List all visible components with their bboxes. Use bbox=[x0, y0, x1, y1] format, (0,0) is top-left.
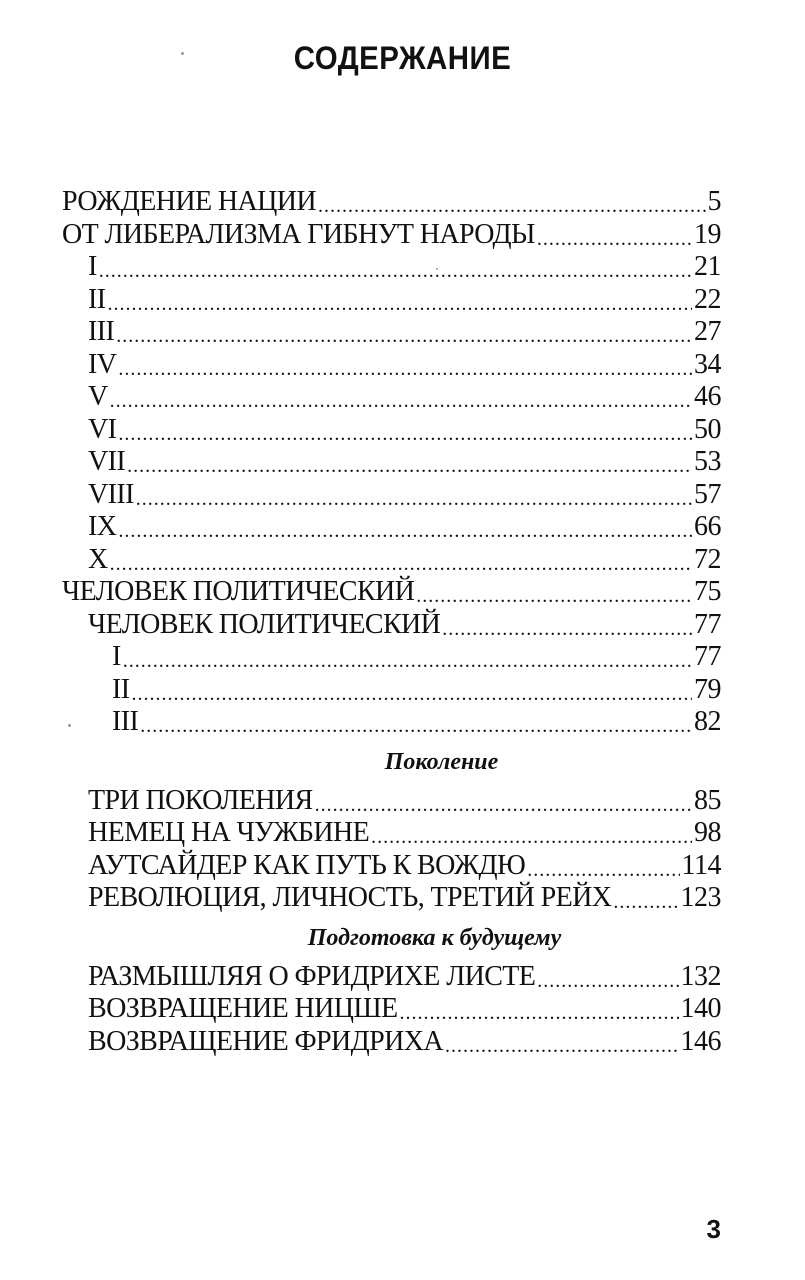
toc-entry-page: 66 bbox=[694, 511, 721, 542]
page-number: 3 bbox=[706, 1214, 721, 1244]
toc-entry[interactable] bbox=[0, 316, 805, 349]
dot-leader bbox=[140, 706, 692, 734]
toc-entry[interactable] bbox=[0, 381, 805, 414]
toc-entry-title: II bbox=[88, 283, 106, 315]
toc-entry-page: 5 bbox=[707, 186, 721, 217]
toc-entry[interactable] bbox=[0, 993, 805, 1026]
toc-entry-page: 72 bbox=[694, 543, 721, 575]
toc-entry-title: X bbox=[88, 543, 108, 575]
page-title: СОДЕРЖАНИЕ bbox=[293, 40, 512, 76]
toc-entry-page: 140 bbox=[680, 993, 721, 1024]
toc-entry[interactable] bbox=[0, 641, 805, 674]
toc-entry-title: ЧЕЛОВЕК ПОЛИТИЧЕСКИЙ bbox=[88, 608, 441, 640]
scan-speck bbox=[181, 52, 184, 55]
toc-entry[interactable] bbox=[0, 186, 805, 219]
toc-entry-title: III bbox=[112, 706, 139, 737]
toc-entry[interactable] bbox=[0, 479, 805, 512]
dot-leader bbox=[416, 576, 692, 604]
toc-entry[interactable] bbox=[0, 882, 805, 915]
dot-leader bbox=[613, 882, 678, 910]
toc-entry-page: 79 bbox=[694, 673, 721, 705]
toc-entry[interactable] bbox=[0, 511, 805, 544]
toc-entry[interactable] bbox=[0, 544, 805, 577]
dot-leader bbox=[127, 446, 692, 474]
toc-entry-title: II bbox=[112, 673, 130, 705]
toc-entry-title: ВОЗВРАЩЕНИЕ НИЦШЕ bbox=[88, 993, 398, 1024]
toc-entry-page: 82 bbox=[694, 706, 721, 737]
toc-entry[interactable] bbox=[0, 674, 805, 707]
dot-leader bbox=[537, 219, 692, 247]
toc-entry[interactable] bbox=[0, 706, 805, 739]
toc-entry-page: 19 bbox=[694, 218, 721, 250]
toc-entry-page: 114 bbox=[681, 849, 721, 881]
toc-entry[interactable] bbox=[0, 251, 805, 284]
toc-entry-title: ЧЕЛОВЕК ПОЛИТИЧЕСКИЙ bbox=[62, 576, 415, 607]
toc-entry-title: V bbox=[88, 381, 108, 412]
toc-entry[interactable] bbox=[0, 576, 805, 609]
toc-entry[interactable] bbox=[0, 961, 805, 994]
toc-entry-page: 50 bbox=[694, 413, 721, 445]
dot-leader bbox=[110, 544, 692, 572]
toc-entry[interactable] bbox=[0, 219, 805, 252]
toc-entry-page: 75 bbox=[694, 576, 721, 607]
scan-speck bbox=[68, 724, 71, 727]
toc-entry-page: 132 bbox=[680, 960, 721, 992]
toc-entry[interactable] bbox=[0, 850, 805, 883]
dot-leader bbox=[445, 1026, 679, 1054]
dot-leader bbox=[107, 284, 692, 312]
toc-entry-page: 53 bbox=[694, 446, 721, 477]
toc-entry[interactable] bbox=[0, 785, 805, 818]
toc-entry-page: 85 bbox=[694, 784, 721, 816]
toc-entry-title: IX bbox=[88, 511, 117, 542]
toc-entry-title: VIII bbox=[88, 478, 134, 510]
toc-entry[interactable] bbox=[0, 817, 805, 850]
toc-entry[interactable] bbox=[0, 284, 805, 317]
toc-entry-title: ВОЗВРАЩЕНИЕ ФРИДРИХА bbox=[88, 1025, 443, 1057]
toc-entry-title: РОЖДЕНИЕ НАЦИИ bbox=[62, 186, 316, 217]
toc-entry-page: 77 bbox=[694, 608, 721, 640]
dot-leader bbox=[527, 850, 679, 878]
toc-entry[interactable] bbox=[0, 349, 805, 382]
section-heading: Подготовка к будущему bbox=[307, 924, 562, 951]
dot-leader bbox=[315, 785, 692, 813]
toc-entry-page: 146 bbox=[680, 1025, 721, 1057]
dot-leader bbox=[118, 414, 692, 442]
dot-leader bbox=[110, 381, 692, 409]
dot-leader bbox=[118, 349, 692, 377]
dot-leader bbox=[116, 316, 692, 344]
toc-entry-page: 123 bbox=[680, 882, 721, 913]
toc-entry-page: 57 bbox=[694, 478, 721, 510]
section-heading: Поколение bbox=[384, 748, 499, 775]
toc-entry-title: III bbox=[88, 316, 115, 347]
toc-entry-title: ТРИ ПОКОЛЕНИЯ bbox=[88, 784, 313, 816]
dot-leader bbox=[371, 817, 692, 845]
toc-entry-page: 22 bbox=[694, 283, 721, 315]
toc-entry-title: РЕВОЛЮЦИЯ, ЛИЧНОСТЬ, ТРЕТИЙ РЕЙХ bbox=[88, 882, 612, 913]
toc-entry-title: IV bbox=[88, 348, 117, 380]
dot-leader bbox=[131, 674, 692, 702]
toc-entry-page: 21 bbox=[694, 251, 721, 282]
scan-speck bbox=[436, 268, 438, 270]
toc-entry-title: VI bbox=[88, 413, 117, 445]
dot-leader bbox=[442, 609, 692, 637]
dot-leader bbox=[99, 251, 692, 279]
dot-leader bbox=[400, 993, 679, 1021]
dot-leader bbox=[318, 186, 706, 214]
toc-entry[interactable] bbox=[0, 446, 805, 479]
toc-entry-title: АУТСАЙДЕР КАК ПУТЬ К ВОЖДЮ bbox=[88, 849, 526, 881]
dot-leader bbox=[537, 961, 678, 989]
toc-entry-title: I bbox=[112, 641, 121, 672]
toc-entry-page: 77 bbox=[694, 641, 721, 672]
toc-entry-page: 98 bbox=[694, 817, 721, 848]
toc-entry[interactable] bbox=[0, 1026, 805, 1059]
toc-entry-title: I bbox=[88, 251, 97, 282]
toc-entry-title: РАЗМЫШЛЯЯ О ФРИДРИХЕ ЛИСТЕ bbox=[88, 960, 536, 992]
toc-entry-page: 46 bbox=[694, 381, 721, 412]
toc-entry-page: 27 bbox=[694, 316, 721, 347]
toc-entry-title: ОТ ЛИБЕРАЛИЗМА ГИБНУТ НАРОДЫ bbox=[62, 218, 535, 250]
dot-leader bbox=[118, 511, 692, 539]
toc-entry-title: НЕМЕЦ НА ЧУЖБИНЕ bbox=[88, 817, 370, 848]
toc-entry[interactable] bbox=[0, 414, 805, 447]
toc-entry[interactable] bbox=[0, 609, 805, 642]
dot-leader bbox=[136, 479, 692, 507]
table-of-contents bbox=[0, 186, 805, 1058]
toc-entry-title: VII bbox=[88, 446, 126, 477]
dot-leader bbox=[123, 641, 692, 669]
toc-entry-page: 34 bbox=[694, 348, 721, 380]
